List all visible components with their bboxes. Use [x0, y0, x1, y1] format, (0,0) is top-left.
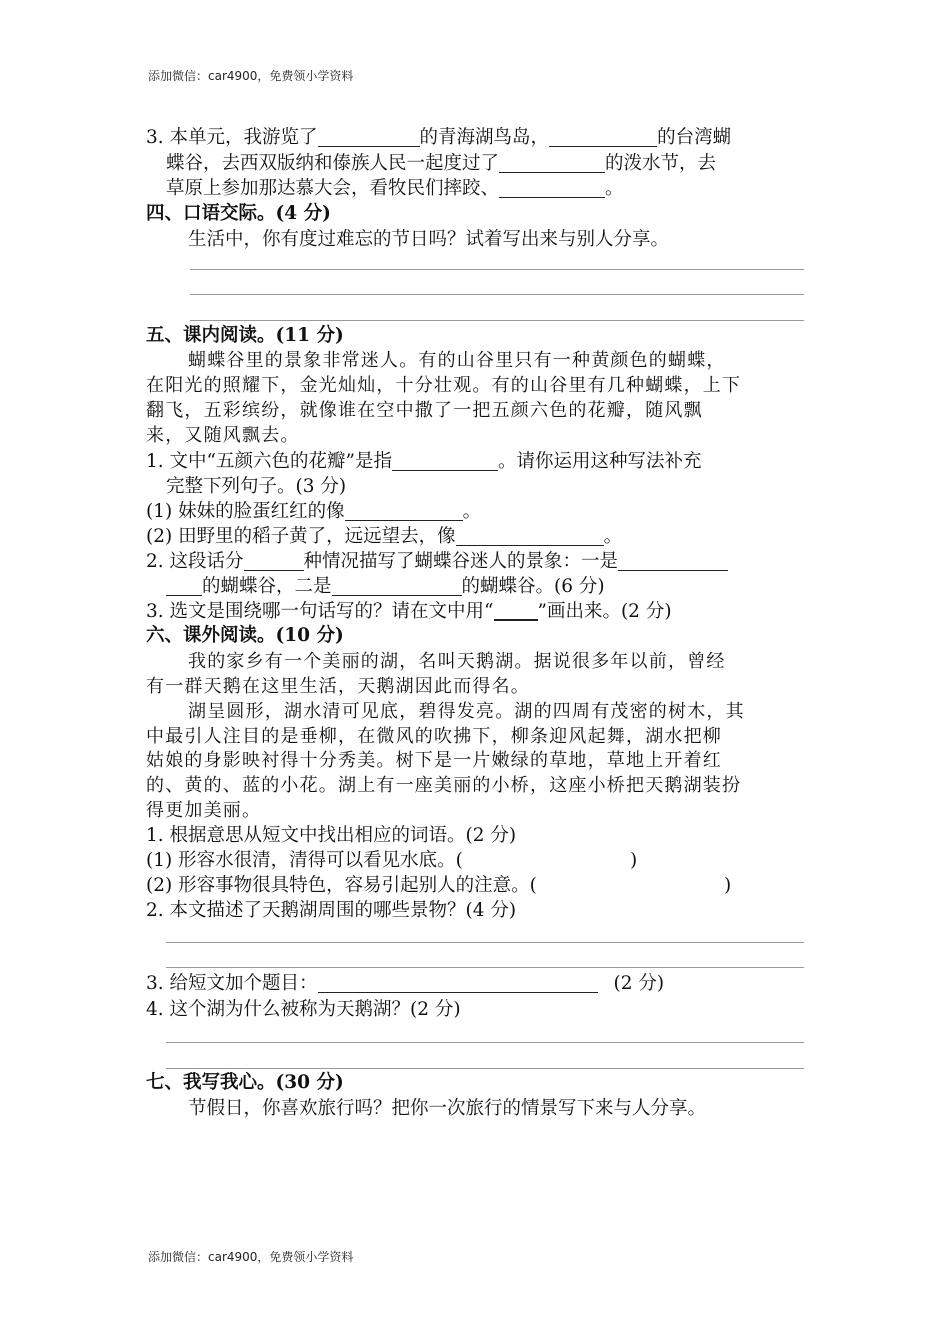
question-text: (2 分) — [613, 973, 665, 994]
question-text: ”画出来。(2 分) — [537, 601, 672, 622]
passage-line: 翻飞，五彩缤纷，就像谁在空中撒了一把五颜六色的花瓣，随风飘 — [146, 400, 703, 421]
question-text: 的蝴蝶谷。(6 分) — [461, 576, 605, 597]
answer-blank[interactable] — [332, 577, 462, 596]
passage-line: 在阳光的照耀下，金光灿灿，十分壮观。有的山谷里有几种蝴蝶，上下 — [146, 375, 742, 396]
answer-blank[interactable] — [392, 452, 498, 471]
header-note: 添加微信：car4900，免费领小学资料 — [148, 69, 354, 83]
writing-line[interactable] — [166, 1068, 804, 1069]
question-text: (1) 妹妹的脸蛋红红的像 — [146, 501, 345, 522]
sec6-q1-1: (1) 形容水很清，清得可以看见水底。( — [146, 850, 463, 871]
unit-q3-text: 蝶谷，去西双版纳和傣族人民一起度过了 — [166, 153, 500, 174]
question-text: 2. 这段话分 — [146, 551, 244, 572]
question-text: 种情况描写了蝴蝶谷迷人的景象：一是 — [303, 551, 619, 572]
sec5-q3 — [146, 600, 672, 624]
passage-line: 姑娘的身影映衬得十分秀美。树下是一片嫩绿的草地，草地上开着红 — [146, 750, 722, 771]
section-6-title: 六、课外阅读。(10 分) — [146, 625, 344, 646]
sec6-q1: 1. 根据意思从短文中找出相应的词语。(2 分) — [146, 825, 517, 846]
unit-q3-text: 。 — [605, 178, 624, 199]
answer-blank[interactable] — [499, 179, 605, 198]
footer-note: 添加微信：car4900，免费领小学资料 — [148, 1250, 354, 1264]
question-text: (2) 田野里的稻子黄了，远远望去，像 — [146, 526, 456, 547]
passage-line: 的、黄的、蓝的小花。湖上有一座美丽的小桥，这座小桥把天鹅湖装扮 — [146, 775, 742, 796]
sec6-q3 — [146, 972, 664, 996]
sec5-q2-line1 — [146, 550, 728, 574]
passage-line: 得更加美丽。 — [146, 800, 262, 821]
section-4-title: 四、口语交际。(4 分) — [146, 203, 331, 224]
passage-line: 来，又随风飘去。 — [146, 425, 300, 446]
sec5-q1-1 — [146, 500, 481, 524]
section-4-prompt: 生活中，你有度过难忘的节日吗？试着写出来与别人分享。 — [188, 229, 670, 250]
unit-q3-text: 的台湾蝴 — [657, 127, 732, 148]
sec5-q1-line2: 完整下列句子。(3 分) — [166, 476, 347, 497]
unit-q3-line1 — [146, 126, 731, 150]
answer-blank[interactable] — [166, 577, 202, 596]
answer-blank[interactable] — [318, 128, 420, 147]
unit-q3-text: 3. 本单元，我游览了 — [146, 127, 318, 148]
section-7-prompt: 节假日，你喜欢旅行吗？把你一次旅行的情景写下来与人分享。 — [188, 1098, 707, 1119]
section-5-title: 五、课内阅读。(11 分) — [146, 325, 344, 346]
sec6-q2: 2. 本文描述了天鹅湖周围的哪些景物？(4 分) — [146, 900, 517, 921]
writing-line[interactable] — [190, 320, 804, 321]
question-text: 。 — [603, 526, 623, 547]
sec5-q2-line2 — [166, 575, 605, 599]
writing-line[interactable] — [190, 269, 804, 270]
close-paren: ) — [724, 875, 732, 896]
close-paren: ) — [630, 850, 638, 871]
answer-blank[interactable] — [499, 154, 605, 173]
question-text: 3. 给短文加个题目： — [146, 973, 318, 994]
answer-blank[interactable] — [345, 502, 463, 521]
answer-blank[interactable] — [456, 527, 604, 546]
unit-q3-line3 — [166, 177, 624, 201]
answer-blank[interactable] — [244, 552, 304, 571]
sec5-q1-line1 — [146, 450, 701, 474]
answer-blank[interactable] — [549, 128, 657, 147]
writing-line[interactable] — [166, 942, 804, 943]
passage-line: 中最引人注目的是垂柳，在微风的吹拂下，柳条迎风起舞，湖水把柳 — [146, 726, 722, 747]
question-text: 。请你运用这种写法补充 — [497, 451, 702, 472]
passage-line: 有一群天鹅在这里生活，天鹅湖因此而得名。 — [146, 676, 530, 697]
question-text: 。 — [462, 501, 482, 522]
passage-line: 蝴蝶谷里的景象非常迷人。有的山谷里只有一种黄颜色的蝴蝶， — [188, 350, 726, 371]
sec6-q4: 4. 这个湖为什么被称为天鹅湖？(2 分) — [146, 999, 461, 1020]
passage-line: 湖呈圆形，湖水清可见底，碧得发亮。湖的四周有茂密的树木，其 — [188, 701, 745, 722]
unit-q3-text: 的青海湖鸟岛， — [419, 127, 550, 148]
underline-sample — [494, 601, 538, 621]
question-text: 1. 文中“五颜六色的花瓣”是指 — [146, 451, 392, 472]
unit-q3-text: 草原上参加那达慕大会，看牧民们摔跤、 — [166, 178, 500, 199]
unit-q3-text: 的泼水节，去 — [605, 153, 717, 174]
sec5-q1-2 — [146, 525, 622, 549]
sec6-q1-2: (2) 形容事物很具特色，容易引起别人的注意。( — [146, 875, 537, 896]
passage-line: 我的家乡有一个美丽的湖，名叫天鹅湖。据说很多年以前，曾经 — [188, 651, 726, 672]
title-answer-blank[interactable] — [318, 974, 598, 993]
writing-line[interactable] — [166, 1042, 804, 1043]
writing-line[interactable] — [166, 967, 804, 968]
unit-q3-line2 — [166, 152, 716, 176]
question-text: 3. 选文是围绕哪一句话写的？请在文中用“ — [146, 601, 494, 622]
question-text: 的蝴蝶谷，二是 — [202, 576, 332, 597]
writing-line[interactable] — [190, 294, 804, 295]
answer-blank[interactable] — [618, 552, 728, 571]
section-7-title: 七、我写我心。(30 分) — [146, 1072, 344, 1093]
